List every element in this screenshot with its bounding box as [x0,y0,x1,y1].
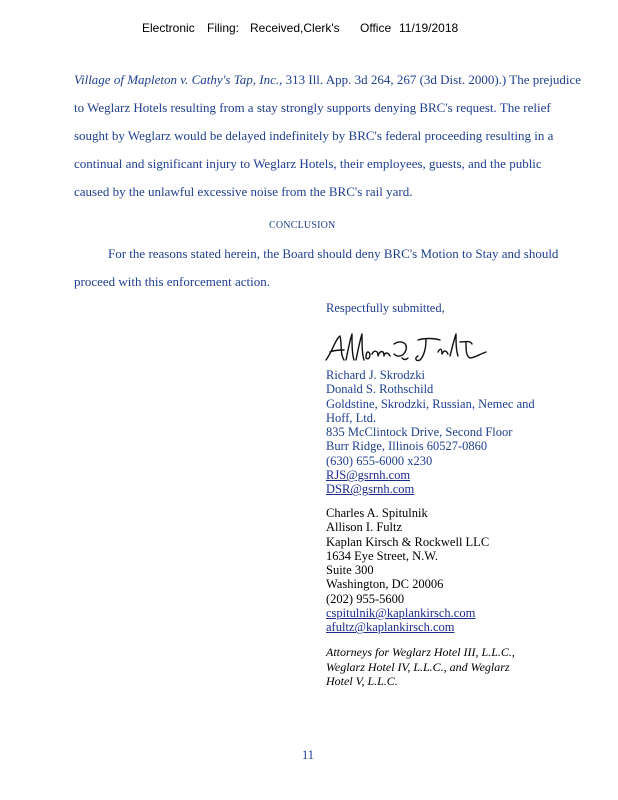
page-number: 11 [302,748,315,762]
address2: 1634 Eye Street, N.W. [326,548,439,563]
citation-rest: , 313 Ill. App. 3d 264, 267 (3d Dist. 2000).) The prejudice [279,72,582,87]
header-date: 11/19/2018 [399,21,459,35]
city2: Washington, DC 20006 [326,577,444,592]
email-link-2[interactable]: DSR@gsrnh.com [326,482,415,497]
phone1: (630) 655-6000 x230 [326,453,433,468]
header-received: Received,Clerk's [250,21,340,35]
conclusion-line-2: proceed with this enforcement action. [74,274,271,289]
firm1-line2: Hoff, Ltd. [326,410,377,425]
paragraph-line-3: sought by Weglarz would be delayed indefinitely by BRC's federal proceeding resulting in a [74,128,554,143]
suite: Suite 300 [326,563,374,578]
attorneys-line-3: Hotel V, L.L.C. [326,674,398,688]
closing-text: Respectfully submitted, [326,301,445,315]
conclusion-heading: CONCLUSION [269,220,336,231]
case-citation: Village of Mapleton v. Cathy's Tap, Inc. [74,72,280,87]
email-link-4[interactable]: afultz@kaplankirsch.com [326,620,455,635]
paragraph-line-4: continual and significant injury to Weglarz Hotels, their employees, guests, and the public [74,156,542,171]
email-link-1[interactable]: RJS@gsrnh.com [326,468,411,483]
firm1-line1: Goldstine, Skrodzki, Russian, Nemec and [326,396,535,411]
signature-block-firm1 [326,368,586,497]
header-filing: Filing: [207,21,240,35]
header-office: Office [360,21,392,35]
address1: 835 McClintock Drive, Second Floor [326,425,513,440]
paragraph-line-1 [74,72,581,88]
paragraph-line-5: caused by the unlawful excessive noise from the BRC's rail yard. [74,184,413,199]
signature-block-firm2 [326,506,586,635]
email-link-3[interactable]: cspitulnik@kaplankirsch.com [326,606,476,621]
attorneys-line-2: Weglarz Hotel IV, L.L.C., and Weglarz [326,659,510,674]
attorneys-line-1: Attorneys for Weglarz Hotel III, L.L.C., [326,645,515,659]
phone2: (202) 955-5600 [326,591,405,606]
conclusion-line-1: For the reasons stated herein, the Board should deny BRC's Motion to Stay and should [108,246,559,261]
header-electronic: Electronic [142,21,195,35]
signer-name: Richard J. Skrodzki [326,368,425,382]
paragraph-line-2: to Weglarz Hotels resulting from a stay strongly supports denying BRC's request. The relief [74,100,551,115]
city1: Burr Ridge, Illinois 60527-0860 [326,439,488,454]
signature-graphic [322,330,492,370]
attorney-name-2: Donald S. Rothschild [326,382,434,397]
attorney-name-4: Allison I. Fultz [326,520,403,535]
attorney-name-3: Charles A. Spitulnik [326,506,428,520]
firm2-name: Kaplan Kirsch & Rockwell LLC [326,534,490,549]
attorneys-for [326,645,586,689]
